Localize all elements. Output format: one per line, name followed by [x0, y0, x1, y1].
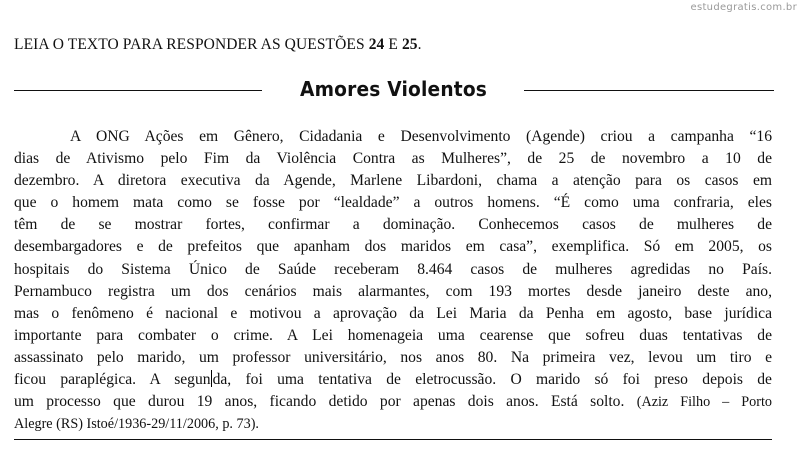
- instruction-text: LEIA O TEXTO PARA RESPONDER AS QUESTÕES: [14, 36, 365, 53]
- bottom-rule: [14, 439, 772, 440]
- article-line-12-end: da, foi uma tentativa de eletrocussão. O marido só foi preso depois de: [212, 371, 772, 389]
- question-number-25: 25: [401, 36, 418, 53]
- article-line-3: dezembro. A diretora executiva da Agende, Marlene Libardoni, chama a atenção para os casos em: [14, 172, 772, 190]
- article-line-11: assassinato pelo marido, um professor universitário, nos anos 80. Na primeira vez, levou um tiro e: [14, 348, 772, 366]
- title-rule-left: [14, 90, 262, 91]
- article-line-12-start: ficou paraplégica. A segun: [14, 371, 211, 389]
- article-line-7: hospitais do Sistema Único de Saúde receberam 8.464 casos de mulheres agredidas no País.: [14, 260, 772, 278]
- citation-part-2: Alegre (RS) Istoé/1936-29/11/2006, p. 73).: [14, 416, 259, 433]
- article-line-12: [14, 369, 772, 391]
- citation-part-1: (Aziz Filho – Porto: [636, 394, 772, 411]
- title-row: [14, 75, 776, 105]
- article-line-13: [14, 391, 772, 413]
- article-line-14: [14, 413, 772, 435]
- article-line-6: desembargadores e de prefeitos que apanham dos maridos em casa”, exemplifica. Só em 2005, os: [14, 238, 772, 256]
- instruction-line: [14, 36, 422, 54]
- article-line-8: Pernambuco registra um dos cenários mais alarmantes, com 193 mortes desde janeiro deste ano,: [14, 282, 772, 300]
- article-title: Amores Violentos: [300, 77, 488, 101]
- article-line-4: que o homem mata como se fosse por “lealdade” a outros homens. “É como uma confraria, eles: [14, 194, 772, 212]
- article-line-1: A ONG Ações em Gênero, Cidadania e Desenvolvimento (Agende) criou a campanha “16: [70, 128, 772, 145]
- article-line-2: dias de Ativismo pelo Fim da Violência Contra as Mulheres”, de 25 de novembro a 10 de: [14, 150, 772, 168]
- title-rule-right: [524, 90, 774, 91]
- instruction-period: .: [417, 36, 422, 53]
- article-line-9: mas o fenômeno é nacional e motivou a aprovação da Lei Maria da Penha em agosto, base jurídica: [14, 304, 772, 322]
- article-body: [14, 126, 772, 435]
- instruction-conjunction: E: [388, 36, 398, 53]
- site-watermark: estudegratis.com.br: [690, 2, 797, 13]
- question-number-24: 24: [368, 36, 385, 53]
- article-line-13-text: um processo que durou 19 anos, ficando detido por apenas dois anos. Está solto.: [14, 393, 625, 411]
- article-line-10: importante para combater o crime. A Lei homenageia uma cearense que sofreu duas tentativas de: [14, 326, 772, 344]
- article-line-5: têm de se mostrar fortes, confirmar a dominação. Conhecemos casos de mulheres de: [14, 216, 772, 234]
